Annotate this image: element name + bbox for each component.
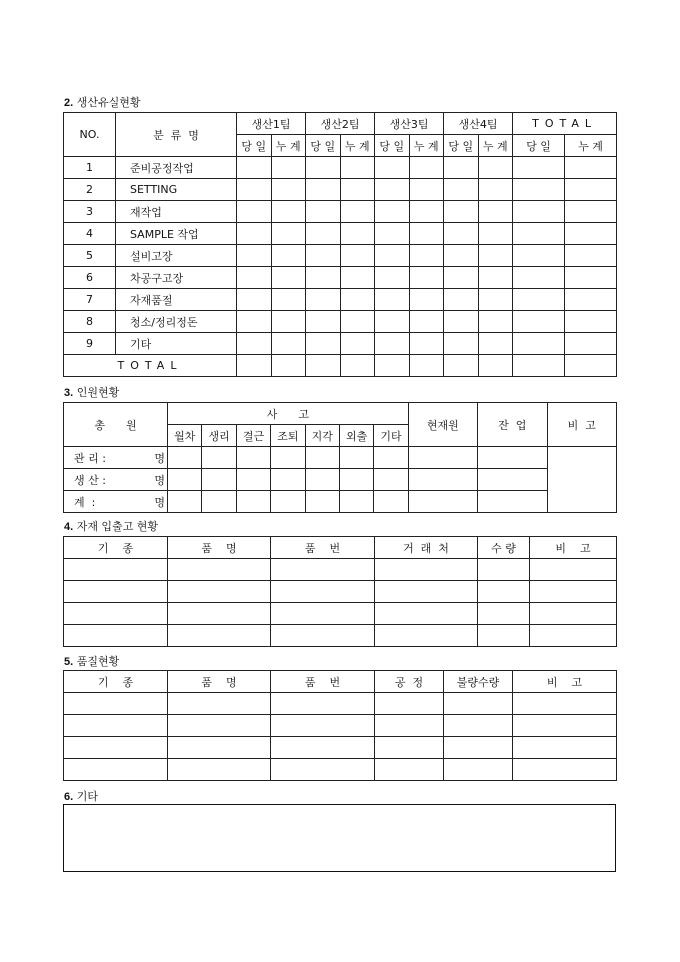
column-header: 불량수량 — [444, 671, 513, 693]
value-cell[interactable] — [478, 289, 513, 311]
value-cell[interactable] — [565, 245, 617, 267]
column-header: 기 종 — [64, 671, 168, 693]
column-header: 비 고 — [530, 537, 617, 559]
value-cell[interactable] — [168, 603, 271, 625]
value-cell[interactable] — [64, 625, 168, 647]
value-cell[interactable] — [444, 267, 479, 289]
value-cell[interactable] — [168, 759, 271, 781]
value-cell[interactable] — [530, 603, 617, 625]
table-row — [64, 715, 617, 737]
value-cell[interactable] — [168, 715, 271, 737]
value-cell[interactable] — [478, 179, 513, 201]
personnel-table — [63, 402, 617, 513]
cumulative-header: 누 계 — [565, 135, 617, 157]
value-cell[interactable] — [271, 715, 375, 737]
column-header: 거 래 처 — [375, 537, 478, 559]
row-number: 6 — [64, 267, 116, 289]
value-cell[interactable] — [375, 559, 478, 581]
value-cell[interactable] — [306, 289, 341, 311]
value-cell[interactable] — [530, 625, 617, 647]
value-cell[interactable] — [168, 491, 202, 513]
section-6-title: 6. 기타 — [64, 790, 98, 803]
value-cell[interactable] — [444, 179, 479, 201]
value-cell[interactable] — [374, 447, 408, 469]
value-cell[interactable] — [237, 289, 272, 311]
value-cell[interactable] — [306, 267, 341, 289]
column-header: 공 정 — [375, 671, 444, 693]
accident-subheader: 지각 — [305, 425, 339, 447]
category-header: 분 류 명 — [116, 113, 237, 157]
value-cell[interactable] — [271, 693, 375, 715]
team-header: 생산2팀 — [306, 113, 375, 135]
value-cell[interactable] — [237, 179, 272, 201]
value-cell[interactable] — [271, 447, 305, 469]
column-header: 품 명 — [168, 671, 271, 693]
value-cell[interactable] — [375, 737, 444, 759]
value-cell[interactable] — [375, 693, 444, 715]
value-cell[interactable] — [64, 559, 168, 581]
value-cell[interactable] — [237, 245, 272, 267]
value-cell[interactable] — [478, 223, 513, 245]
value-cell[interactable] — [340, 157, 375, 179]
value-cell[interactable] — [374, 469, 408, 491]
value-cell[interactable] — [444, 333, 479, 355]
overtime-header: 잔 업 — [477, 403, 547, 447]
table-row — [64, 693, 617, 715]
value-cell[interactable] — [271, 311, 306, 333]
value-cell[interactable] — [271, 179, 306, 201]
production-loss-table — [63, 112, 617, 377]
value-cell[interactable] — [444, 245, 479, 267]
value-cell[interactable] — [565, 223, 617, 245]
accident-header: 사 고 — [168, 403, 409, 425]
no-header: NO. — [64, 113, 116, 157]
present-header: 현재원 — [408, 403, 477, 447]
value-cell[interactable] — [375, 311, 410, 333]
value-cell[interactable] — [513, 311, 565, 333]
value-cell[interactable] — [306, 223, 341, 245]
value-cell[interactable] — [202, 491, 236, 513]
value-cell[interactable] — [202, 447, 236, 469]
value-cell[interactable] — [168, 625, 271, 647]
value-cell[interactable] — [478, 267, 513, 289]
value-cell[interactable] — [444, 693, 513, 715]
total-row-label: TOTAL — [64, 355, 237, 377]
value-cell[interactable] — [236, 491, 270, 513]
table-row — [64, 311, 617, 333]
value-cell[interactable] — [271, 491, 305, 513]
value-cell[interactable] — [340, 333, 375, 355]
value-cell[interactable] — [409, 245, 444, 267]
table-row — [64, 581, 617, 603]
value-cell[interactable] — [408, 491, 477, 513]
value-cell[interactable] — [409, 333, 444, 355]
value-cell[interactable] — [306, 311, 341, 333]
value-cell[interactable] — [375, 223, 410, 245]
value-cell[interactable] — [271, 201, 306, 223]
accident-subheader: 생리 — [202, 425, 236, 447]
unit: 명 — [154, 495, 165, 509]
value-cell[interactable] — [340, 311, 375, 333]
value-cell[interactable] — [375, 201, 410, 223]
table-row — [64, 245, 617, 267]
value-cell[interactable] — [478, 559, 530, 581]
value-cell[interactable] — [478, 333, 513, 355]
value-cell[interactable] — [530, 581, 617, 603]
row-category: 설비고장 — [116, 245, 237, 267]
value-cell[interactable] — [565, 311, 617, 333]
value-cell[interactable] — [271, 759, 375, 781]
value-cell[interactable] — [513, 223, 565, 245]
value-cell[interactable] — [478, 603, 530, 625]
value-cell[interactable] — [444, 289, 479, 311]
value-cell[interactable] — [444, 759, 513, 781]
value-cell[interactable] — [565, 179, 617, 201]
row-category: 청소/정리정돈 — [116, 311, 237, 333]
value-cell[interactable] — [64, 737, 168, 759]
value-cell[interactable] — [168, 693, 271, 715]
value-cell[interactable] — [237, 333, 272, 355]
value-cell[interactable] — [340, 179, 375, 201]
value-cell[interactable] — [513, 179, 565, 201]
value-cell[interactable] — [271, 223, 306, 245]
value-cell[interactable] — [64, 715, 168, 737]
value-cell[interactable] — [565, 157, 617, 179]
row-category: SETTING — [116, 179, 237, 201]
table-row — [64, 491, 617, 513]
table-row — [64, 625, 617, 647]
table-row — [64, 179, 617, 201]
quality-table — [63, 670, 617, 781]
value-cell[interactable] — [237, 157, 272, 179]
value-cell[interactable] — [306, 157, 341, 179]
value-cell[interactable] — [271, 469, 305, 491]
value-cell[interactable] — [305, 469, 339, 491]
row-category: 준비공정작업 — [116, 157, 237, 179]
table-row — [64, 447, 617, 469]
value-cell[interactable] — [513, 333, 565, 355]
value-cell[interactable] — [478, 625, 530, 647]
row-category: 차공구고장 — [116, 267, 237, 289]
value-cell[interactable] — [513, 715, 617, 737]
value-cell[interactable] — [478, 311, 513, 333]
value-cell[interactable] — [168, 447, 202, 469]
value-cell[interactable] — [306, 179, 341, 201]
table-row — [64, 223, 617, 245]
row-number: 3 — [64, 201, 116, 223]
section-2-title: 2. 생산유실현황 — [64, 96, 141, 109]
value-cell[interactable] — [271, 559, 375, 581]
value-cell[interactable] — [565, 267, 617, 289]
value-cell[interactable] — [236, 469, 270, 491]
value-cell[interactable] — [409, 289, 444, 311]
table-row — [64, 759, 617, 781]
accident-subheader: 기타 — [374, 425, 408, 447]
row-number: 5 — [64, 245, 116, 267]
table-row — [64, 469, 617, 491]
value-cell[interactable] — [64, 603, 168, 625]
total-staff-header: 총 원 — [64, 403, 168, 447]
value-cell[interactable] — [236, 447, 270, 469]
value-cell[interactable] — [340, 289, 375, 311]
section-3-title: 3. 인원현황 — [64, 386, 120, 399]
value-cell[interactable] — [444, 737, 513, 759]
value-cell[interactable] — [271, 333, 306, 355]
value-cell[interactable] — [64, 759, 168, 781]
section-4-title: 4. 자재 입출고 현황 — [64, 520, 159, 533]
value-cell[interactable] — [513, 289, 565, 311]
value-cell[interactable] — [339, 491, 373, 513]
value-cell[interactable] — [565, 201, 617, 223]
value-cell[interactable] — [64, 693, 168, 715]
value-cell[interactable] — [340, 223, 375, 245]
value-cell[interactable] — [409, 223, 444, 245]
other-notes-box[interactable] — [63, 804, 616, 872]
value-cell[interactable] — [340, 267, 375, 289]
value-cell[interactable] — [202, 469, 236, 491]
value-cell[interactable] — [340, 245, 375, 267]
row-category: 기타 — [116, 333, 237, 355]
value-cell[interactable] — [375, 245, 410, 267]
accident-subheader: 조퇴 — [271, 425, 305, 447]
accident-subheader: 외출 — [339, 425, 373, 447]
value-cell[interactable] — [168, 581, 271, 603]
day-header: 당 일 — [306, 135, 341, 157]
value-cell[interactable] — [409, 267, 444, 289]
value-cell[interactable] — [478, 245, 513, 267]
day-header: 당 일 — [513, 135, 565, 157]
value-cell[interactable] — [478, 201, 513, 223]
value-cell[interactable] — [375, 157, 410, 179]
row-category: 자재품절 — [116, 289, 237, 311]
value-cell[interactable] — [271, 245, 306, 267]
value-cell[interactable] — [306, 333, 341, 355]
value-cell[interactable] — [271, 581, 375, 603]
table-row — [64, 603, 617, 625]
value-cell[interactable] — [237, 311, 272, 333]
note-header: 비 고 — [547, 403, 616, 447]
day-header: 당 일 — [444, 135, 479, 157]
note-cell[interactable] — [547, 447, 616, 513]
value-cell[interactable] — [168, 469, 202, 491]
column-header: 품 번 — [271, 537, 375, 559]
row-number: 4 — [64, 223, 116, 245]
material-io-table — [63, 536, 617, 647]
table-row — [64, 289, 617, 311]
unit: 명 — [154, 473, 165, 487]
value-cell[interactable] — [271, 603, 375, 625]
row-category: 재작업 — [116, 201, 237, 223]
value-cell[interactable] — [513, 201, 565, 223]
value-cell[interactable] — [565, 333, 617, 355]
table-row — [64, 737, 617, 759]
cumulative-header: 누 계 — [409, 135, 444, 157]
table-row — [64, 201, 617, 223]
day-header: 당 일 — [375, 135, 410, 157]
column-header: 품 명 — [168, 537, 271, 559]
value-cell[interactable] — [340, 201, 375, 223]
table-row — [64, 559, 617, 581]
value-cell[interactable] — [374, 491, 408, 513]
value-cell[interactable] — [408, 447, 477, 469]
value-cell[interactable] — [339, 447, 373, 469]
value-cell[interactable] — [237, 201, 272, 223]
value-cell[interactable] — [409, 179, 444, 201]
value-cell[interactable] — [513, 693, 617, 715]
day-header: 당 일 — [237, 135, 272, 157]
value-cell[interactable] — [64, 581, 168, 603]
value-cell[interactable] — [305, 491, 339, 513]
cumulative-header: 누 계 — [271, 135, 306, 157]
column-header: 기 종 — [64, 537, 168, 559]
value-cell[interactable] — [513, 267, 565, 289]
staff-label — [64, 447, 168, 469]
value-cell[interactable] — [444, 223, 479, 245]
value-cell[interactable] — [408, 469, 477, 491]
column-header: 품 번 — [271, 671, 375, 693]
row-number: 2 — [64, 179, 116, 201]
value-cell[interactable] — [375, 333, 410, 355]
value-cell[interactable] — [237, 267, 272, 289]
value-cell[interactable] — [409, 201, 444, 223]
value-cell[interactable] — [271, 625, 375, 647]
table-row — [64, 333, 617, 355]
value-cell[interactable] — [305, 447, 339, 469]
value-cell[interactable] — [477, 469, 547, 491]
accident-subheader: 월차 — [168, 425, 202, 447]
staff-label — [64, 491, 168, 513]
staff-label — [64, 469, 168, 491]
value-cell[interactable] — [478, 157, 513, 179]
value-cell[interactable] — [477, 447, 547, 469]
team-header: 생산1팀 — [237, 113, 306, 135]
value-cell[interactable] — [375, 625, 478, 647]
value-cell[interactable] — [375, 179, 410, 201]
staff-type: 생 산 : — [74, 473, 106, 487]
value-cell[interactable] — [375, 603, 478, 625]
value-cell[interactable] — [168, 559, 271, 581]
row-number: 7 — [64, 289, 116, 311]
value-cell[interactable] — [513, 157, 565, 179]
cumulative-header: 누 계 — [478, 135, 513, 157]
value-cell[interactable] — [237, 223, 272, 245]
row-number: 8 — [64, 311, 116, 333]
team-header: 생산3팀 — [375, 113, 444, 135]
value-cell[interactable] — [478, 581, 530, 603]
value-cell[interactable] — [444, 715, 513, 737]
row-number: 1 — [64, 157, 116, 179]
value-cell[interactable] — [409, 157, 444, 179]
table-row — [64, 157, 617, 179]
value-cell[interactable] — [375, 759, 444, 781]
value-cell[interactable] — [444, 201, 479, 223]
value-cell[interactable] — [565, 289, 617, 311]
value-cell[interactable] — [375, 289, 410, 311]
staff-type: 계 : — [74, 495, 96, 509]
value-cell[interactable] — [513, 245, 565, 267]
value-cell[interactable] — [530, 559, 617, 581]
cumulative-header: 누 계 — [340, 135, 375, 157]
table-row — [64, 267, 617, 289]
value-cell[interactable] — [444, 311, 479, 333]
row-category: SAMPLE 작업 — [116, 223, 237, 245]
accident-subheader: 결근 — [236, 425, 270, 447]
value-cell[interactable] — [271, 289, 306, 311]
team-header: 생산4팀 — [444, 113, 513, 135]
value-cell[interactable] — [409, 311, 444, 333]
column-header: 비 고 — [513, 671, 617, 693]
staff-type: 관 리 : — [74, 451, 106, 465]
value-cell[interactable] — [306, 245, 341, 267]
value-cell[interactable] — [477, 491, 547, 513]
value-cell[interactable] — [375, 715, 444, 737]
value-cell[interactable] — [271, 267, 306, 289]
total-header: TOTAL — [513, 113, 617, 135]
unit: 명 — [154, 451, 165, 465]
value-cell[interactable] — [513, 737, 617, 759]
section-5-title: 5. 품질현황 — [64, 655, 120, 668]
column-header: 수 량 — [478, 537, 530, 559]
value-cell[interactable] — [375, 267, 410, 289]
value-cell[interactable] — [306, 201, 341, 223]
value-cell[interactable] — [271, 737, 375, 759]
row-number: 9 — [64, 333, 116, 355]
value-cell[interactable] — [444, 157, 479, 179]
value-cell[interactable] — [339, 469, 373, 491]
value-cell[interactable] — [168, 737, 271, 759]
value-cell[interactable] — [271, 157, 306, 179]
value-cell[interactable] — [513, 759, 617, 781]
value-cell[interactable] — [375, 581, 478, 603]
